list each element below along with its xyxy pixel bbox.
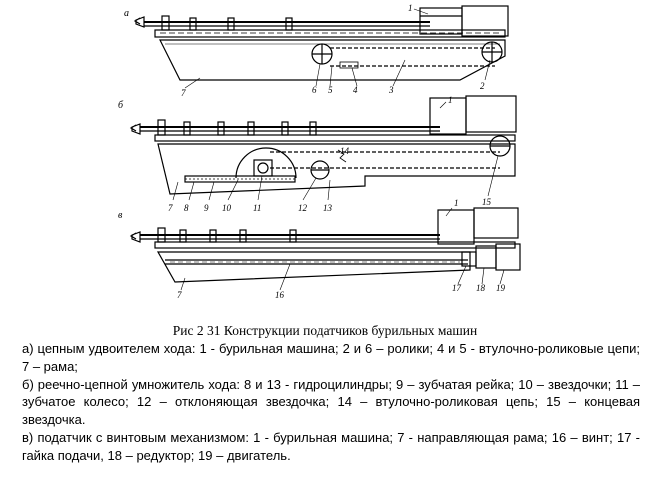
sprocket-10 [236, 148, 296, 178]
label-b-11: 11 [253, 203, 262, 213]
label-c-17: 17 [452, 283, 461, 293]
label-b-14: 14 [340, 146, 349, 156]
label-c-19: 19 [496, 283, 505, 293]
panel-c-letter: в [118, 210, 123, 221]
label-a-3: 3 [389, 85, 394, 95]
label-a-7: 7 [181, 88, 186, 98]
gear-wheel-11 [254, 160, 272, 176]
label-c-18: 18 [476, 283, 485, 293]
label-c-7: 7 [177, 290, 182, 300]
figure-caption-body [22, 340, 640, 465]
drilling-machine [438, 210, 474, 244]
label-b-9: 9 [204, 203, 209, 213]
figure-caption-title: Рис 2 31 Конструкции податчиков бурильных машин [172, 323, 478, 338]
label-b-15: 15 [482, 197, 491, 207]
caption-line-c: в) податчик с винтовым механизмом: 1 - бурильная машина; 7 - направляющая рама; 16 – винт; 17 - гайка подачи, 18 – редуктор; 19 – двигатель. [22, 429, 640, 463]
label-b-7: 7 [168, 203, 173, 213]
label-c-1: 1 [454, 198, 459, 208]
panel-b [118, 95, 516, 213]
label-a-5: 5 [328, 85, 333, 95]
label-b-1: 1 [448, 95, 453, 105]
label-a-4: 4 [353, 85, 358, 95]
panel-a [124, 3, 508, 98]
caption-line-b: б) реечно-цепной умножитель хода: 8 и 13 - гидроцилиндры; 9 – зубчатая рейка; 10 – звездочки; 11 – зубчатое колесо; 12 – отклоняющая звездочка; 14 – втулочно-роликовая цепь; 15 – концевая звездочка. [22, 376, 640, 428]
panel-a-letter: а [124, 8, 129, 19]
drill-bit-icon [131, 232, 140, 242]
label-b-12: 12 [298, 203, 307, 213]
drill-bit-icon [135, 17, 144, 27]
panel-c [118, 198, 520, 300]
label-b-8: 8 [184, 203, 189, 213]
label-c-16: 16 [275, 290, 284, 300]
frame [158, 252, 470, 282]
label-b-10: 10 [222, 203, 231, 213]
label-a-2: 2 [480, 81, 485, 91]
gearbox-18 [476, 246, 496, 268]
drill-bit-icon [131, 124, 140, 134]
caption-line-a: а) цепным удвоителем хода: 1 - бурильная машина; 2 и 6 – ролики; 4 и 5 - втулочно-роликовые цепи; 7 – рама; [22, 341, 640, 374]
frame [160, 40, 505, 80]
label-a-1: 1 [408, 3, 413, 13]
label-b-13: 13 [323, 203, 332, 213]
label-a-6: 6 [312, 85, 317, 95]
panel-b-letter: б [118, 100, 124, 111]
